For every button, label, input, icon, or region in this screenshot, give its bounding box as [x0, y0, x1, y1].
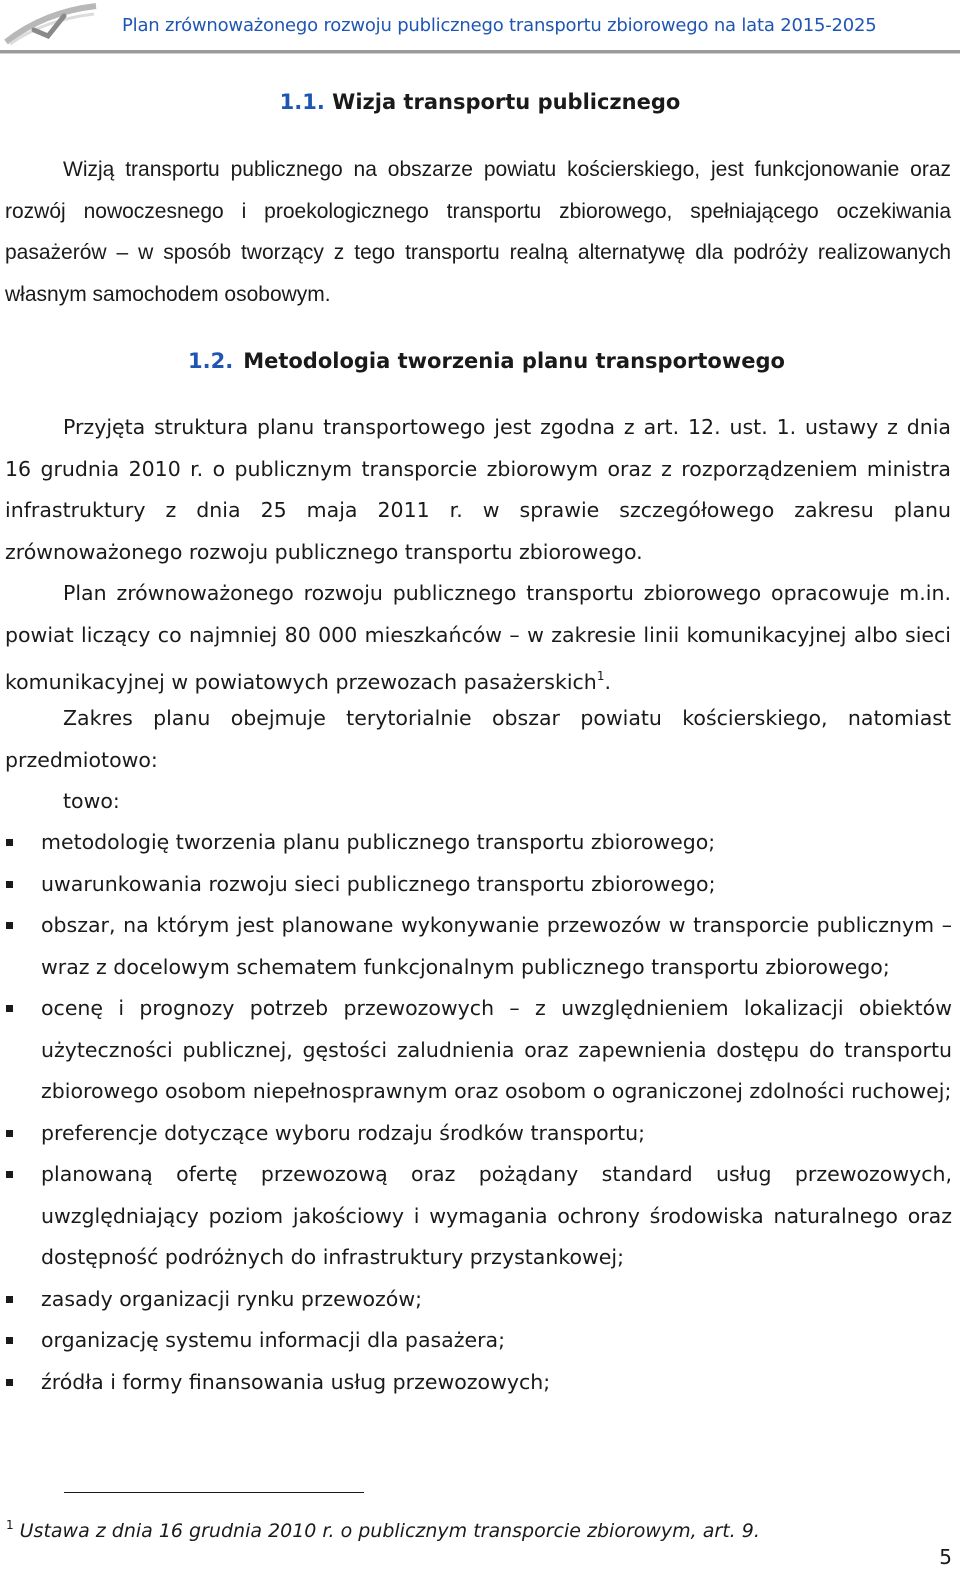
section-heading-1-1 [0, 90, 960, 114]
section-number: 1.1. [279, 90, 325, 114]
list-item-text: ocenę i prognozy potrzeb przewozowych – z uwzględnieniem lokalizacji obiektów użyteczności publicznej, gęstości zaludnienia oraz zapewnienia dostępu do transportu zbiorowego osobom niepełnosprawnym oraz osobom o ograniczonej zdolności ruchowej; [41, 996, 952, 1103]
methodology-paragraph-2 [5, 573, 951, 704]
list-item-text: obszar, na którym jest planowane wykonywanie przewozów w transporcie publicznym – wraz z docelowym schematem funkcjonalnym publicznego transportu zbiorowego; [41, 913, 952, 979]
bullet-icon [6, 922, 13, 929]
list-item-text: metodologię tworzenia planu publicznego transportu zbiorowego; [41, 830, 716, 854]
bullet-icon [6, 1296, 13, 1303]
section-title: Wizja transportu publicznego [332, 90, 681, 114]
bullet-icon [6, 1337, 13, 1344]
list-item [0, 1320, 952, 1362]
list-item [0, 905, 952, 988]
scope-paragraph-continuation: towo: [63, 789, 120, 813]
list-item [0, 822, 952, 864]
list-item-text: preferencje dotyczące wyboru rodzaju środków transportu; [41, 1120, 646, 1145]
bullet-icon [6, 1379, 13, 1386]
list-item [0, 1154, 952, 1279]
list-item [0, 1362, 952, 1404]
paragraph-end: . [604, 670, 611, 694]
footnote-mark: 1 [6, 1518, 14, 1532]
bullet-icon [6, 839, 13, 846]
list-item-text: organizację systemu informacji dla pasażera; [41, 1328, 506, 1352]
list-item [0, 864, 952, 906]
list-item [0, 988, 952, 1113]
list-item-text: zasady organizacji rynku przewozów; [41, 1286, 423, 1311]
footnote-separator [64, 1492, 364, 1493]
bullet-icon [6, 881, 13, 888]
section-number: 1.2. [188, 349, 234, 373]
list-item-text: uwarunkowania rozwoju sieci publicznego transportu zbiorowego; [41, 871, 716, 896]
footnote [6, 1518, 760, 1542]
page-header [0, 0, 960, 54]
list-item-text: źródła i formy finansowania usług przewozowych; [41, 1369, 551, 1394]
scope-paragraph: Zakres planu obejmuje terytorialnie obszar powiatu kościerskiego, natomiast przedmiotowo: [5, 706, 951, 772]
section-heading-1-2 [188, 349, 785, 373]
logo-icon [4, 2, 100, 48]
bullet-icon [6, 1171, 13, 1178]
header-title: Plan zrównoważonego rozwoju publicznego transportu zbiorowego na lata 2015-2025 [122, 15, 877, 36]
vision-paragraph: Wizją transportu publicznego na obszarze powiatu kościerskiego, jest funkcjonowanie oraz rozwój nowoczesnego i proekologicznego transportu zbiorowego, spełniającego oczekiwania pasażerów – w sposób tworzący z tego transportu realną alternatywę dla podróży realizowanych własnym samochodem osobowym. [5, 158, 951, 306]
footnote-text: Ustawa z dnia 16 grudnia 2010 r. o publicznym transporcie zbiorowym, art. 9. [19, 1520, 760, 1542]
section-title: Metodologia tworzenia planu transportowego [243, 349, 785, 373]
list-item-text: planowaną ofertę przewozową oraz pożądany standard usług przewozowych, uwzględniający poziom jakościowy i wymagania ochrony środowiska naturalnego oraz dostępność podróżnych do infrastruktury przystankowej; [41, 1162, 952, 1269]
header-rule-light [0, 53, 960, 54]
bullet-icon [6, 1130, 13, 1137]
paragraph-text: Plan zrównoważonego rozwoju publicznego transportu zbiorowego opracowuje m.in. powiat liczący co najmniej 80 000 mieszkańców – w zakresie linii komunikacyjnej albo sieci komunikacyjnej w powiatowych przewozach pasażerskich [5, 581, 951, 694]
list-item [0, 1279, 952, 1321]
bullet-icon [6, 1005, 13, 1012]
list-item [0, 1113, 952, 1155]
methodology-paragraph-1: Przyjęta struktura planu transportowego jest zgodna z art. 12. ust. 1. ustawy z dnia 16 grudnia 2010 r. o publicznym transporcie zbiorowym oraz z rozporządzeniem ministra infrastruktury z dnia 25 maja 2011 r. w sprawie szczegółowego zakresu planu zrównoważonego rozwoju publicznego transportu zbiorowego. [5, 415, 951, 564]
page-number: 5 [939, 1545, 952, 1569]
footnote-reference: 1 [596, 669, 605, 683]
scope-list [0, 822, 960, 1403]
